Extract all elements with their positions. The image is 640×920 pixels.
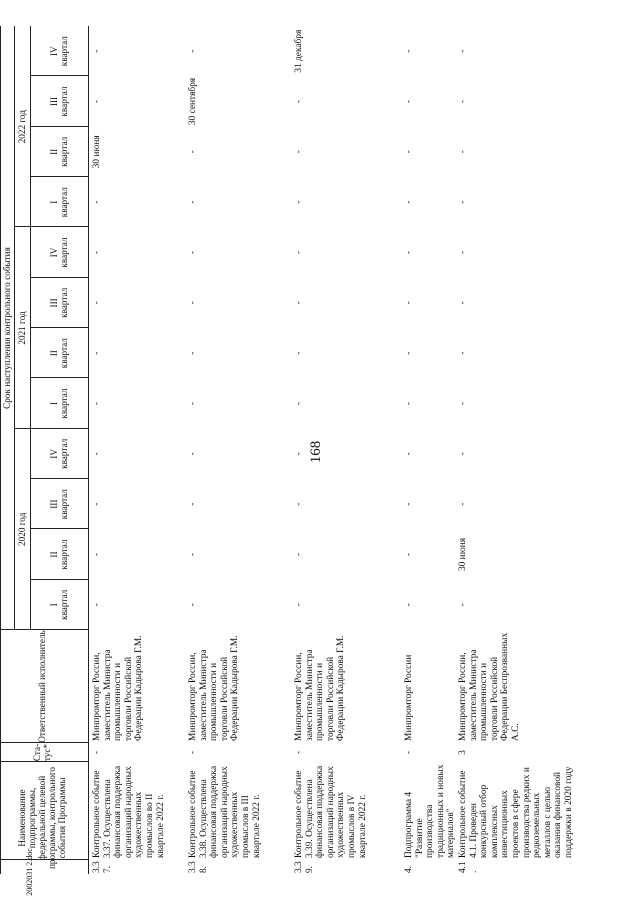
quarter-cell: -: [92, 452, 102, 456]
header-responsible: Ответственный исполнитель: [37, 630, 47, 743]
quarter-cell: -: [188, 552, 198, 557]
header-year: 2020 год: [17, 512, 27, 546]
header-year: 2022 год: [17, 110, 27, 144]
quarter-cell: -: [294, 401, 304, 406]
quarter-numeral: II: [49, 350, 59, 357]
header-quarter: [30, 580, 88, 630]
quarter-cell: -: [458, 452, 468, 456]
row-name: Контрольное событие 3.38. Осуществлена финансовая поддержка организаций народных художественных промыслов в III квартале 2022 г.: [188, 765, 262, 858]
quarter-cell: -: [188, 351, 198, 355]
row-name: Контрольное событие 3.39. Осуществлена финансовая поддержка организаций народных художественных промыслов в IV квартале 2022 г.: [294, 765, 368, 858]
quarter-word: квартал: [59, 287, 69, 318]
quarter-cell: -: [404, 452, 414, 456]
quarter-word: квартал: [59, 539, 69, 570]
quarter-cell: -: [188, 150, 198, 154]
row-responsible: Минпромторг России, заместитель Министра промышленности и торговли Российской Федерации Кадырова Г.М.: [294, 635, 347, 741]
quarter-word: квартал: [59, 438, 69, 469]
footer-filename: 2002031 2.doc: [25, 848, 34, 896]
header-quarter: [30, 177, 88, 227]
quarter-cell: -: [404, 603, 414, 607]
row-name: Контрольное событие 3.37. Осуществлена финансовая поддержка организаций народных художественных промыслов во II квартале 2022 г.: [92, 765, 166, 858]
quarter-cell: -: [92, 49, 102, 53]
quarter-cell: -: [188, 200, 198, 204]
quarter-word: квартал: [59, 338, 69, 369]
quarter-cell: -: [188, 49, 198, 53]
quarter-cell: -: [294, 552, 304, 557]
quarter-cell: -: [294, 200, 304, 204]
header-name: Наименование подпрограммы, федеральной целевой программы, контрольного события Программы: [17, 766, 67, 870]
header-quarter: [30, 479, 88, 529]
quarter-cell: -: [458, 603, 468, 607]
quarter-word: квартал: [59, 136, 69, 167]
quarter-cell: -: [188, 250, 198, 255]
quarter-numeral: I: [49, 401, 59, 406]
quarter-cell: 31 декабря: [294, 29, 304, 73]
page-number: 168: [308, 440, 324, 464]
row-number: 3.39.: [294, 861, 315, 873]
quarter-word: квартал: [59, 86, 69, 117]
row-status: -: [92, 750, 102, 755]
quarter-cell: -: [404, 150, 414, 154]
row-number: 3.38.: [188, 861, 209, 873]
quarter-cell: -: [188, 502, 198, 506]
quarter-cell: -: [294, 99, 304, 104]
quarter-cell: -: [188, 452, 198, 456]
quarter-numeral: II: [49, 148, 59, 155]
row-status: -: [404, 750, 414, 755]
quarter-cell: -: [92, 351, 102, 355]
quarter-cell: -: [404, 552, 414, 557]
quarter-cell: -: [458, 250, 468, 255]
quarter-cell: -: [92, 301, 102, 305]
quarter-cell: 30 июня: [458, 537, 468, 572]
quarter-cell: -: [92, 99, 102, 104]
quarter-word: квартал: [59, 489, 69, 520]
quarter-cell: -: [92, 401, 102, 406]
header-quarter: [30, 227, 88, 277]
quarter-cell: -: [458, 200, 468, 204]
quarter-cell: -: [458, 401, 468, 406]
quarter-numeral: I: [49, 200, 59, 204]
schedule-table: [0, 26, 640, 874]
header-deadline: Срок наступления контрольного события: [2, 247, 12, 409]
quarter-numeral: II: [49, 551, 59, 558]
quarter-cell: -: [294, 250, 304, 255]
row-name: Контрольное событие 4.1. Проведен конкурсный отбор комплексных инвестиционных проектов в сфере производства редких и редкоземельных металлов с целью оказания финансовой поддержки в 2020 году: [458, 766, 574, 858]
row-status: 3: [458, 750, 468, 755]
quarter-cell: -: [458, 351, 468, 355]
quarter-cell: 30 июня: [92, 135, 102, 169]
quarter-numeral: IV: [49, 46, 59, 57]
quarter-cell: -: [294, 150, 304, 154]
quarter-cell: -: [458, 301, 468, 305]
header-year: 2021 год: [17, 311, 27, 345]
row-status: -: [188, 750, 198, 755]
quarter-cell: -: [458, 49, 468, 53]
quarter-cell: 30 сентября: [188, 77, 198, 126]
quarter-cell: -: [294, 351, 304, 355]
header-quarter: [30, 328, 88, 378]
row-number: 3.37.: [92, 861, 113, 873]
quarter-numeral: IV: [49, 448, 59, 459]
quarter-cell: -: [404, 301, 414, 305]
quarter-cell: -: [404, 200, 414, 204]
header-quarter: [30, 76, 88, 126]
quarter-cell: -: [188, 401, 198, 406]
quarter-cell: -: [404, 250, 414, 255]
rotated-table: [0, 26, 640, 874]
quarter-cell: -: [92, 250, 102, 255]
header-quarter: [30, 529, 88, 579]
quarter-word: квартал: [59, 388, 69, 419]
header-quarter: [30, 278, 88, 328]
quarter-numeral: III: [49, 298, 59, 308]
row-responsible: Минпромторг России, заместитель Министра промышленности и торговли Российской Федерации Кадырова Г.М.: [92, 635, 145, 741]
quarter-cell: -: [92, 552, 102, 557]
quarter-cell: -: [458, 502, 468, 506]
quarter-cell: -: [404, 99, 414, 104]
quarter-cell: -: [92, 502, 102, 506]
header-quarter: [30, 127, 88, 177]
header-status: Ста-тус*: [32, 743, 52, 762]
quarter-cell: -: [294, 603, 304, 607]
row-responsible: Минпромторг России, заместитель Министра промышленности и торговли Российской Федерации Беспрозванных А.С.: [458, 632, 521, 741]
row-name: Подпрограмма 4 "Развитие производства традиционных и новых материалов": [404, 764, 457, 858]
quarter-cell: -: [92, 603, 102, 607]
quarter-cell: -: [188, 301, 198, 305]
table-rule: [88, 26, 89, 874]
row-status: -: [294, 750, 304, 755]
quarter-cell: -: [458, 150, 468, 154]
header-quarter: [30, 378, 88, 428]
quarter-numeral: III: [49, 499, 59, 509]
quarter-cell: -: [404, 351, 414, 355]
row-responsible: Минпромторг России: [404, 654, 414, 741]
quarter-cell: -: [404, 401, 414, 406]
header-quarter: [30, 26, 88, 76]
quarter-word: квартал: [59, 36, 69, 67]
quarter-cell: -: [294, 502, 304, 506]
quarter-cell: -: [188, 603, 198, 607]
row-number: 4.: [404, 865, 414, 873]
quarter-cell: -: [294, 301, 304, 305]
quarter-cell: -: [294, 452, 304, 456]
row-number: 4.1.: [458, 861, 479, 873]
quarter-word: квартал: [59, 187, 69, 218]
quarter-cell: -: [458, 99, 468, 104]
quarter-word: квартал: [59, 237, 69, 268]
quarter-cell: -: [404, 502, 414, 506]
quarter-word: квартал: [59, 589, 69, 620]
quarter-numeral: I: [49, 603, 59, 607]
quarter-cell: -: [404, 49, 414, 53]
quarter-numeral: IV: [49, 247, 59, 258]
row-responsible: Минпромторг России, заместитель Министра промышленности и торговли Российской Федерации Кадырова Г.М.: [188, 635, 241, 741]
quarter-numeral: III: [49, 96, 59, 107]
quarter-cell: -: [92, 200, 102, 204]
header-quarter: [30, 429, 88, 479]
